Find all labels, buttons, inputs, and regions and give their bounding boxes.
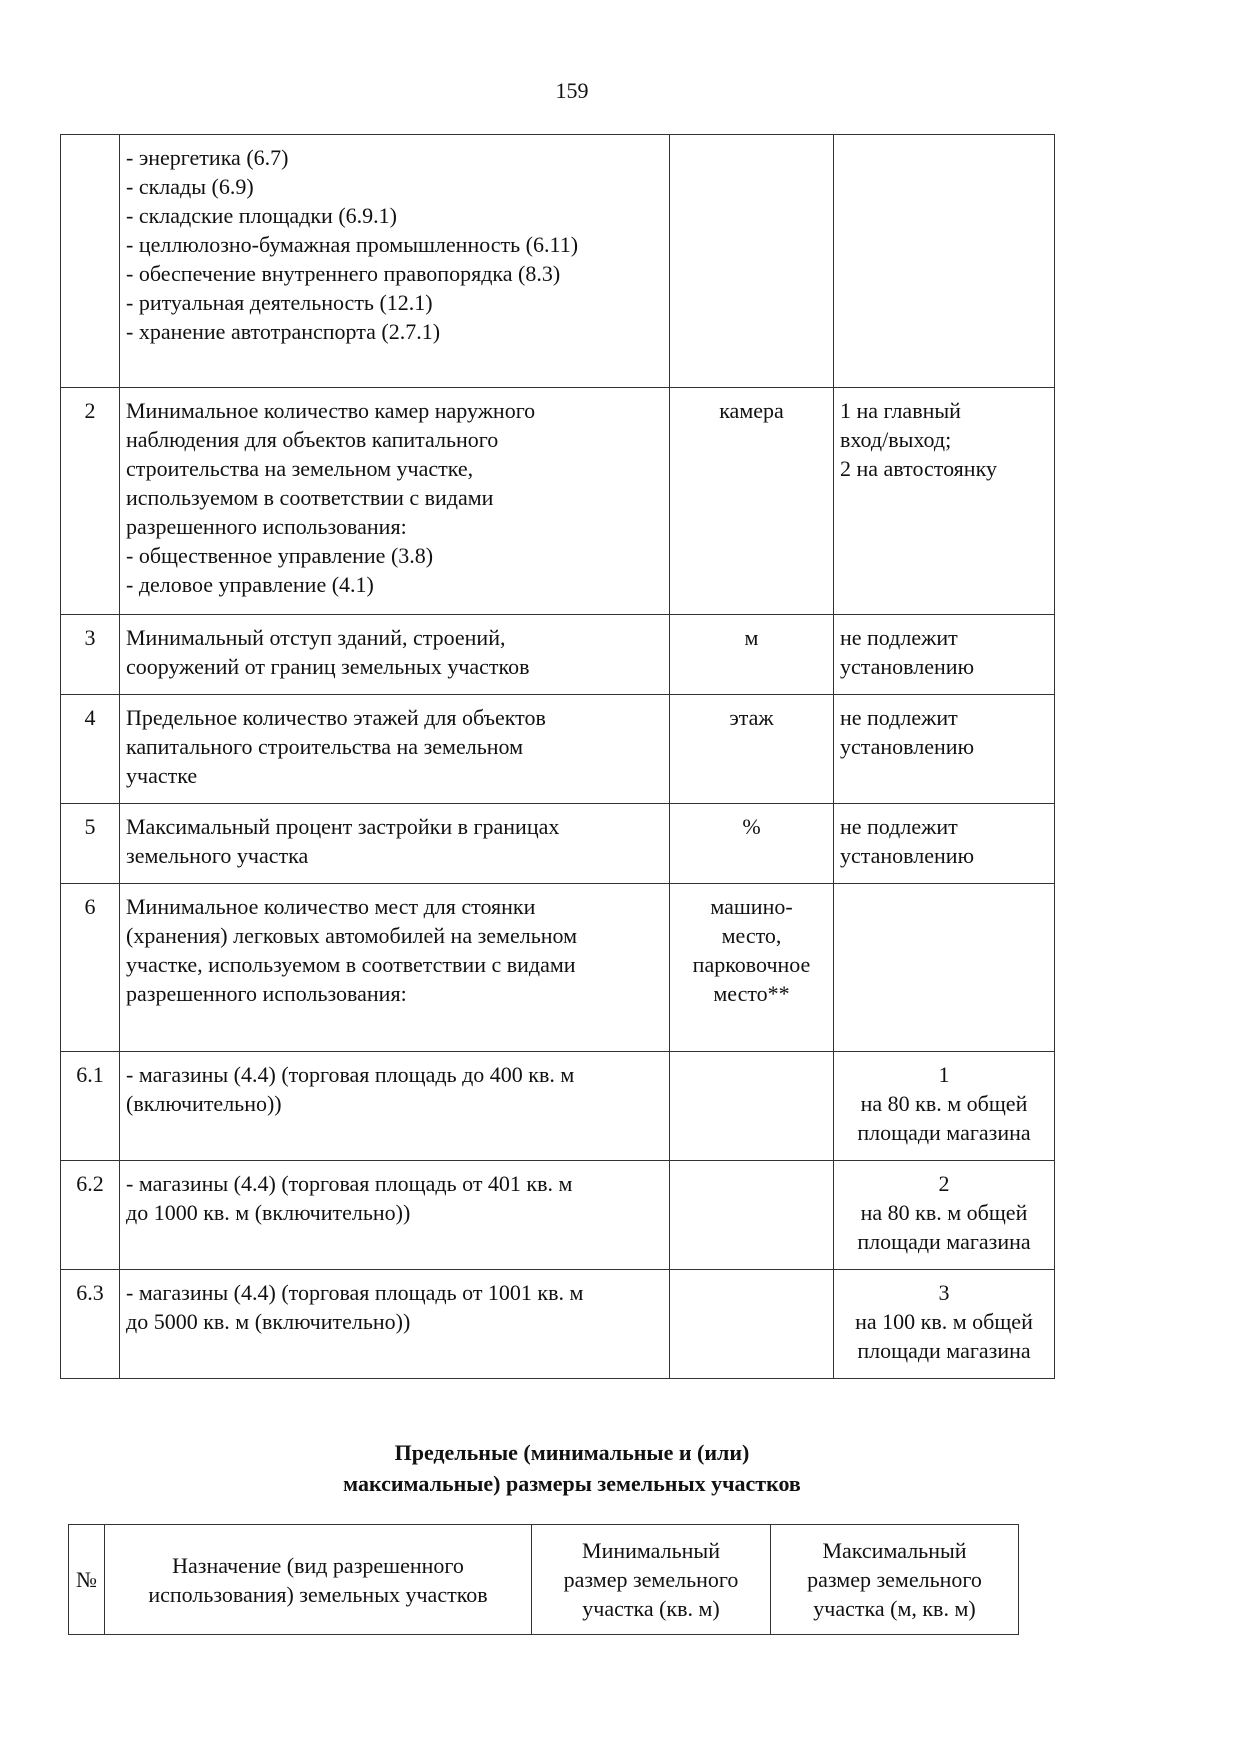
cell-line: этаж [729,705,774,730]
row-description [120,884,670,1052]
cell-line: % [742,814,761,839]
cell-line: капитального строительства на земельном [126,734,523,759]
row-unit [670,884,834,1052]
cell-line: на 80 кв. м общей [860,1200,1028,1225]
row-value [834,135,1055,388]
page-number: 159 [555,78,589,103]
row-number: 6.1 [61,1052,120,1161]
row-value [834,1161,1055,1270]
table-row [61,1052,1055,1161]
row-number: 5 [61,804,120,884]
column-header [69,1525,105,1635]
cell-line: площади магазина [857,1120,1031,1145]
cell-line: (включительно)) [126,1091,282,1116]
row-description [120,804,670,884]
row-unit [670,135,834,388]
cell-line: наблюдения для объектов капитального [126,427,499,452]
row-unit [670,615,834,695]
row-value [834,1052,1055,1161]
row-value [834,804,1055,884]
header-line: участка (м, кв. м) [813,1596,976,1621]
cell-line: не подлежит [840,705,958,730]
column-header [105,1525,532,1635]
cell-line: до 5000 кв. м (включительно)) [126,1309,411,1334]
parameters-table [60,134,1055,1379]
row-unit [670,1052,834,1161]
cell-line: Максимальный процент застройки в границах [126,814,560,839]
cell-line: машино- [710,894,793,919]
cell-line: не подлежит [840,625,958,650]
table-row [61,615,1055,695]
row-description [120,1052,670,1161]
table-row [61,884,1055,1052]
cell-line: - обеспечение внутреннего правопорядка (8.3) [126,261,561,286]
cell-line: Минимальное количество мест для стоянки [126,894,536,919]
cell-line: площади магазина [857,1338,1031,1363]
cell-line: м [744,625,759,650]
cell-line: установлению [840,654,975,679]
cell-line: - целлюлозно-бумажная промышленность (6.11) [126,232,579,257]
header-line: размер земельного [563,1567,739,1592]
table-row [61,804,1055,884]
row-number: 6.3 [61,1270,120,1379]
cell-line: не подлежит [840,814,958,839]
cell-line: разрешенного использования: [126,514,407,539]
cell-line: разрешенного использования: [126,981,407,1006]
cell-line: площади магазина [857,1229,1031,1254]
row-value [834,884,1055,1052]
row-description [120,388,670,615]
row-number: 6 [61,884,120,1052]
cell-line: - ритуальная деятельность (12.1) [126,290,433,315]
cell-line: - магазины (4.4) (торговая площадь от 401 кв. м [126,1171,573,1196]
cell-line: - хранение автотранспорта (2.7.1) [126,319,441,344]
cell-line: - энергетика (6.7) [126,145,289,170]
cell-line: - склады (6.9) [126,174,254,199]
table-header-row [69,1525,1019,1635]
cell-line: Предельное количество этажей для объектов [126,705,546,730]
cell-line: место, [721,923,782,948]
cell-line: - деловое управление (4.1) [126,572,374,597]
cell-line: Минимальный отступ зданий, строений, [126,625,506,650]
cell-line: на 100 кв. м общей [855,1309,1033,1334]
cell-line: (хранения) легковых автомобилей на земельном [126,923,578,948]
row-description [120,135,670,388]
cell-line: участке, используемом в соответствии с видами [126,952,576,977]
cell-line: участке [126,763,198,788]
cell-line: - магазины (4.4) (торговая площадь до 400 кв. м [126,1062,575,1087]
cell-line: сооружений от границ земельных участков [126,654,530,679]
row-description [120,695,670,804]
cell-line: - складские площадки (6.9.1) [126,203,397,228]
cell-line: камера [719,398,784,423]
cell-line: вход/выход; [840,427,952,452]
cell-line: Минимальное количество камер наружного [126,398,536,423]
table-row [61,135,1055,388]
header-line: Назначение (вид разрешенного [172,1552,464,1578]
cell-line: 1 [938,1062,950,1087]
row-unit [670,1161,834,1270]
row-number: 3 [61,615,120,695]
row-value [834,615,1055,695]
row-value [834,695,1055,804]
section-title-line: максимальные) размеры земельных участков [343,1471,801,1496]
table-row [61,695,1055,804]
cell-line: 2 на автостоянку [840,456,997,481]
cell-line: парковочное [692,952,811,977]
header-line: Минимальный [582,1538,720,1563]
cell-line: установлению [840,734,975,759]
row-number: 2 [61,388,120,615]
row-description [120,1161,670,1270]
header-line: № [76,1567,97,1592]
cell-line: - общественное управление (3.8) [126,543,434,568]
cell-line: - магазины (4.4) (торговая площадь от 1001 кв. м [126,1280,584,1305]
column-header [771,1525,1019,1635]
cell-line: 1 на главный [840,398,961,423]
land-plot-size-table [68,1524,1019,1635]
row-number [61,135,120,388]
cell-line: земельного участка [126,843,309,868]
row-value [834,1270,1055,1379]
header-line: Максимальный [822,1538,967,1563]
cell-line: используемом в соответствии с видами [126,485,494,510]
row-number: 4 [61,695,120,804]
cell-line: 3 [938,1280,950,1305]
header-line: размер земельного [807,1567,982,1592]
table-row [61,388,1055,615]
cell-line: установлению [840,843,975,868]
cell-line: 2 [938,1171,950,1196]
row-value [834,388,1055,615]
row-number: 6.2 [61,1161,120,1270]
section-title [0,1437,1144,1499]
row-unit [670,695,834,804]
column-header [532,1525,771,1635]
row-description [120,1270,670,1379]
section-title-line: Предельные (минимальные и (или) [394,1440,750,1465]
header-line: использования) земельных участков [148,1581,488,1607]
cell-line: место** [713,981,790,1006]
table-row [61,1270,1055,1379]
cell-line: строительства на земельном участке, [126,456,474,481]
table-row [61,1161,1055,1270]
header-line: участка (кв. м) [582,1596,720,1621]
cell-line: до 1000 кв. м (включительно)) [126,1200,411,1225]
cell-line: на 80 кв. м общей [860,1091,1028,1116]
row-unit [670,1270,834,1379]
row-unit [670,804,834,884]
row-unit [670,388,834,615]
row-description [120,615,670,695]
